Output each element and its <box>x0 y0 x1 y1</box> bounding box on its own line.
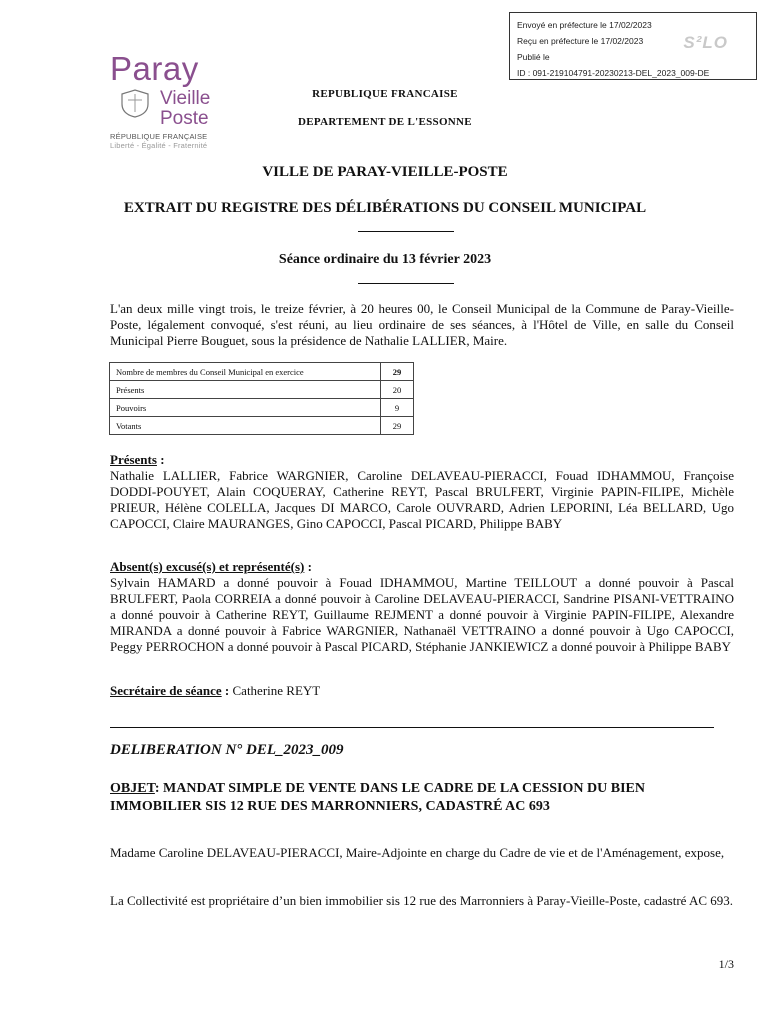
row-value: 29 <box>381 417 414 435</box>
table-row <box>110 363 414 381</box>
presents-section: Présents : Nathalie LALLIER, Fabrice WARGNIER, Caroline DELAVEAU-PIERACCI, Fouad IDHAMMOU, Françoise DODDI-POUYET, Alain COQUERAY, Catherine REYT, Pascal BRULFERT, Virginie PAPIN-FILIPE, Michèle PRIEUR, Hélène COLELLA, Jacques DI MARCO, Carole OUVRARD, Adrien LEPORINI, Léa BELLARD, Ugo CAPOCCI, Claire MAURANGES, Gino CAPOCCI, Pascal PICARD, Philippe BABY <box>110 452 734 531</box>
row-label: Nombre de membres du Conseil Municipal en exercice <box>110 363 381 381</box>
presents-heading: Présents <box>110 452 157 467</box>
objet-text: : MANDAT SIMPLE DE VENTE DANS LE CADRE DE LA CESSION DU BIEN IMMOBILIER SIS 12 RUE DES MARRONNIERS, CADASTRÉ AC 693 <box>110 781 645 814</box>
absents-section: Absent(s) excusé(s) et représenté(s) : Sylvain HAMARD a donné pouvoir à Fouad IDHAMMOU, Martine TEILLOUT a donné pouvoir à Pascal BRULFERT, Paola CORREIA a donné pouvoir à Caroline DELAVEAU-PIERACCI, Sandrine PISANI-VETTRAINO a donné pouvoir à Catherine REYT, Guillaume REJMENT a donné pouvoir à Virginie PAPIN-FILIPE, Alexandre MIRANDA a donné pouvoir à Fabrice WARGNIER, Nathanaël VETTRAINO a donné pouvoir à Ugo CAPOCCI, Peggy PERROCHON a donné pouvoir à Pascal PICARD, Stéphanie JANKIEWICZ a donné pouvoir à Philippe BABY <box>110 559 734 654</box>
extrait-title: EXTRAIT DU REGISTRE DES DÉLIBÉRATIONS DU CONSEIL MUNICIPAL <box>123 200 647 216</box>
members-table <box>109 362 414 435</box>
ville-title: VILLE DE PARAY-VIEILLE-POSTE <box>262 164 508 180</box>
logo-republique: RÉPUBLIQUE FRANÇAISE Liberté - Égalité - Fraternité <box>110 132 208 150</box>
departement-header: DEPARTEMENT DE L'ESSONNE <box>298 116 472 128</box>
row-label: Votants <box>110 417 381 435</box>
objet-section <box>110 780 734 816</box>
seance-divider <box>358 283 454 284</box>
secretaire-line: Secrétaire de séance : Catherine REYT <box>110 683 321 698</box>
body-paragraph: La Collectivité est propriétaire d’un bien immobilier sis 12 rue des Marronniers à Paray-Vieille-Poste, cadastré AC 693. <box>110 893 734 908</box>
body-paragraph: Madame Caroline DELAVEAU-PIERACCI, Maire-Adjointe en charge du Cadre de vie et de l'Aménagement, expose, <box>110 845 725 860</box>
town-logo <box>108 50 226 152</box>
row-label: Pouvoirs <box>110 399 381 417</box>
title-divider <box>358 231 454 232</box>
stamp-id-line: ID : 091-219104791-20230213-DEL_2023_009-DE <box>517 68 710 78</box>
table-row <box>110 399 414 417</box>
table-row <box>110 417 414 435</box>
stamp-received-line: Reçu en préfecture le 17/02/2023 <box>517 36 644 46</box>
row-value: 9 <box>381 399 414 417</box>
logo-vieille-text: Vieille <box>160 88 211 109</box>
secretaire-name: Catherine REYT <box>232 683 321 698</box>
row-value: 29 <box>381 363 414 381</box>
presents-list: Nathalie LALLIER, Fabrice WARGNIER, Caroline DELAVEAU-PIERACCI, Fouad IDHAMMOU, Françoise DODDI-POUYET, Alain COQUERAY, Catherine REYT, Pascal BRULFERT, Virginie PAPIN-FILIPE, Michèle PRIEUR, Hélène COLELLA, Jacques DI MARCO, Carole OUVRARD, Adrien LEPORINI, Léa BELLARD, Ugo CAPOCCI, Claire MAURANGES, Gino CAPOCCI, Pascal PICARD, Philippe BABY <box>110 468 734 531</box>
secretaire-heading: Secrétaire de séance <box>110 683 222 698</box>
deliberation-number: DELIBERATION N° DEL_2023_009 <box>110 742 344 758</box>
intro-paragraph: L'an deux mille vingt trois, le treize février, à 20 heures 00, le Conseil Municipal de la Commune de Paray-Vieille-Poste, légalement convoqué, s'est réuni, au lieu ordinaire de ses séances, à l'Hôtel de Ville, en salle du Conseil Municipal Pierre Bouguet, sous la présidence de Nathalie LALLIER, Maire. <box>110 301 734 348</box>
objet-label: OBJET <box>110 781 155 796</box>
logo-paray-text: Paray <box>110 50 199 87</box>
absents-heading: Absent(s) excusé(s) et représenté(s) <box>110 559 305 574</box>
prefecture-stamp <box>509 12 757 80</box>
row-value: 20 <box>381 381 414 399</box>
absents-list: Sylvain HAMARD a donné pouvoir à Fouad IDHAMMOU, Martine TEILLOUT a donné pouvoir à Pascal BRULFERT, Paola CORREIA a donné pouvoir à Caroline DELAVEAU-PIERACCI, Sandrine PISANI-VETTRAINO a donné pouvoir à Catherine REYT, Guillaume REJMENT a donné pouvoir à Virginie PAPIN-FILIPE, Alexandre MIRANDA a donné pouvoir à Fabrice WARGNIER, Nathanaël VETTRAINO a donné pouvoir à Ugo CAPOCCI, Peggy PERROCHON a donné pouvoir à Pascal PICARD, Stéphanie JANKIEWICZ a donné pouvoir à Philippe BABY <box>110 575 734 654</box>
page-number: 1/3 <box>718 957 734 971</box>
section-divider <box>110 727 714 728</box>
seance-title: Séance ordinaire du 13 février 2023 <box>278 252 492 267</box>
logo-poste-text: Poste <box>160 108 209 129</box>
s2lo-logo: S²LO <box>683 33 728 52</box>
row-label: Présents <box>110 381 381 399</box>
table-row <box>110 381 414 399</box>
republique-header: REPUBLIQUE FRANCAISE <box>312 88 458 100</box>
stamp-sent-line: Envoyé en préfecture le 17/02/2023 <box>517 20 652 30</box>
stamp-published-line: Publié le <box>517 52 550 62</box>
